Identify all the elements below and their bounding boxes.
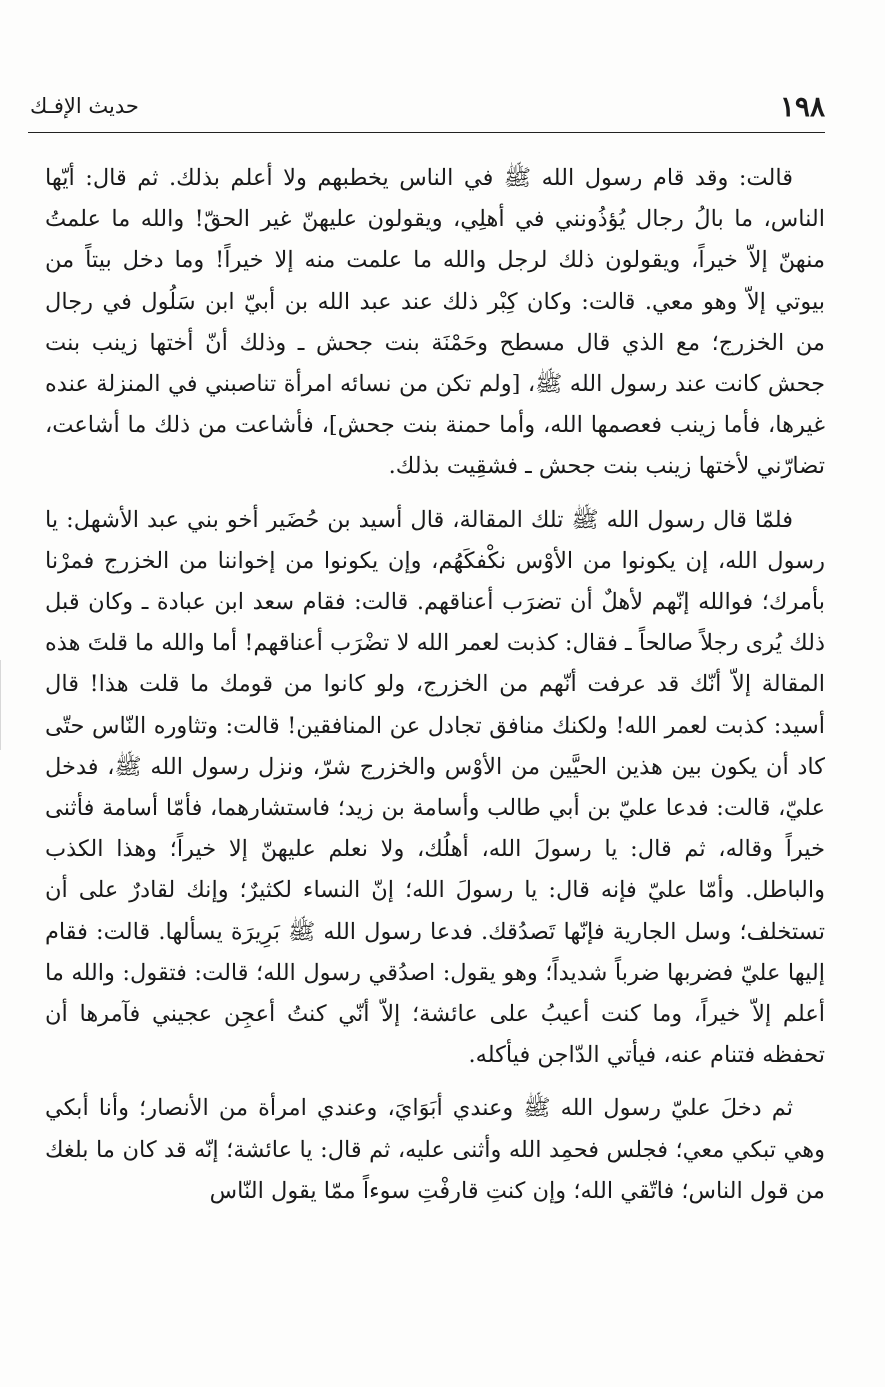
paragraph: قالت: وقد قام رسول الله ﷺ في الناس يخطبهم ولا أعلم بذلك. ثم قال: أيّها الناس، ما بالُ رجال يُؤذُونني في أهلِي، ويقولون عليهنّ غير الحقّ! والله ما علمتُ منهنّ إلاّ خيراً، ويقولون ذلك لرجل والله ما علمت منه إلا خيراً! وما دخل بيتاً من بيوتي إلاّ وهو معي. قالت: وكان كِبْر ذلك عند عبد الله بن أبيّ ابن سَلُول في رجال من الخزرج؛ مع الذي قال مسطح وحَمْنَة بنت جحش ـ وذلك أنّ أختها زينب بنت جحش كانت عند رسول الله ﷺ، [ولم تكن من نسائه امرأة تناصبني في المنزلة عنده غيرها، فأما زينب فعصمها الله، وأما حمنة بنت جحش]، فأشاعت من ذلك ما أشاعت، تضارّني لأختها زينب بنت جحش ـ فشقِيت بذلك. — [45, 165, 825, 480]
paragraph: ثم دخلَ عليّ رسول الله ﷺ وعندي أبَوَايَ، وعندي امرأة من الأنصار؛ وأنا أبكي وهي تبكي معي؛ فجلس فحمِد الله وأثنى عليه، ثم قال: يا عائشة؛ إنّه قد كان ما بلغك من قول الناس؛ فاتّقي الله؛ وإن كنتِ قارفْتِ سوءاً ممّا يقول النّاس — [45, 1095, 825, 1204]
running-title: حديث الإفـك — [30, 94, 139, 118]
paragraph: فلمّا قال رسول الله ﷺ تلك المقالة، قال أسيد بن حُضَير أخو بني عبد الأشهل: يا رسول الله، إن يكونوا من الأوْس نكْفكَهُم، وإن يكونوا من إخواننا من الخزرج فمرْنا بأمرك؛ فوالله إنّهم لأهلٌ أن تضرَب أعناقهم. قالت: فقام سعد ابن عبادة ـ وكان قبل ذلك يُرى رجلاً صالحاً ـ فقال: كذبت لعمر الله لا تضْرَب أعناقهم! أما والله ما قلتَ هذه المقالة إلاّ أنّك قد عرفت أنّهم من الخزرج، ولو كانوا من قومك ما قلت هذا! قال أسيد: كذبت لعمر الله! ولكنك منافق تجادل عن المنافقين! قالت: وتثاوره النّاس حتّى كاد أن يكون بين هذين الحيَّين من الأوْس والخزرج شرّ، ونزل رسول الله ﷺ، فدخل عليّ، قالت: فدعا عليّ بن أبي طالب وأسامة بن زيد؛ فاستشارهما، فأمّا أسامة فأثنى خيراً وقاله، ثم قال: يا رسولَ الله، أهلُك، ولا نعلم عليهنّ إلا خيراً؛ وهذا الكذب والباطل. وأمّا عليّ فإنه قال: يا رسولَ الله؛ إنّ النساء لكثيرٌ؛ وإنك لقادرٌ على أن تستخلف؛ وسل الجارية فإنّها تَصدُقك. فدعا رسول الله ﷺ بَرِيرَة يسألها. قالت: فقام إليها عليّ فضربها ضرباً شديداً؛ وهو يقول: اصدُقي رسول الله؛ قالت: فتقول: والله ما أعلم إلاّ خيراً، وما كنت أعيبُ على عائشة؛ إلاّ أنّي كنتُ أعجِن عجيني فآمرها أن تحفظه فتنام عنه، فيأتي الدّاجن فيأكله. — [45, 506, 825, 1069]
header-rule — [28, 132, 825, 133]
scan-edge-mark — [0, 660, 1, 750]
page-header — [30, 90, 825, 130]
page-body — [45, 158, 825, 1212]
page-number: ١٩٨ — [779, 90, 825, 123]
